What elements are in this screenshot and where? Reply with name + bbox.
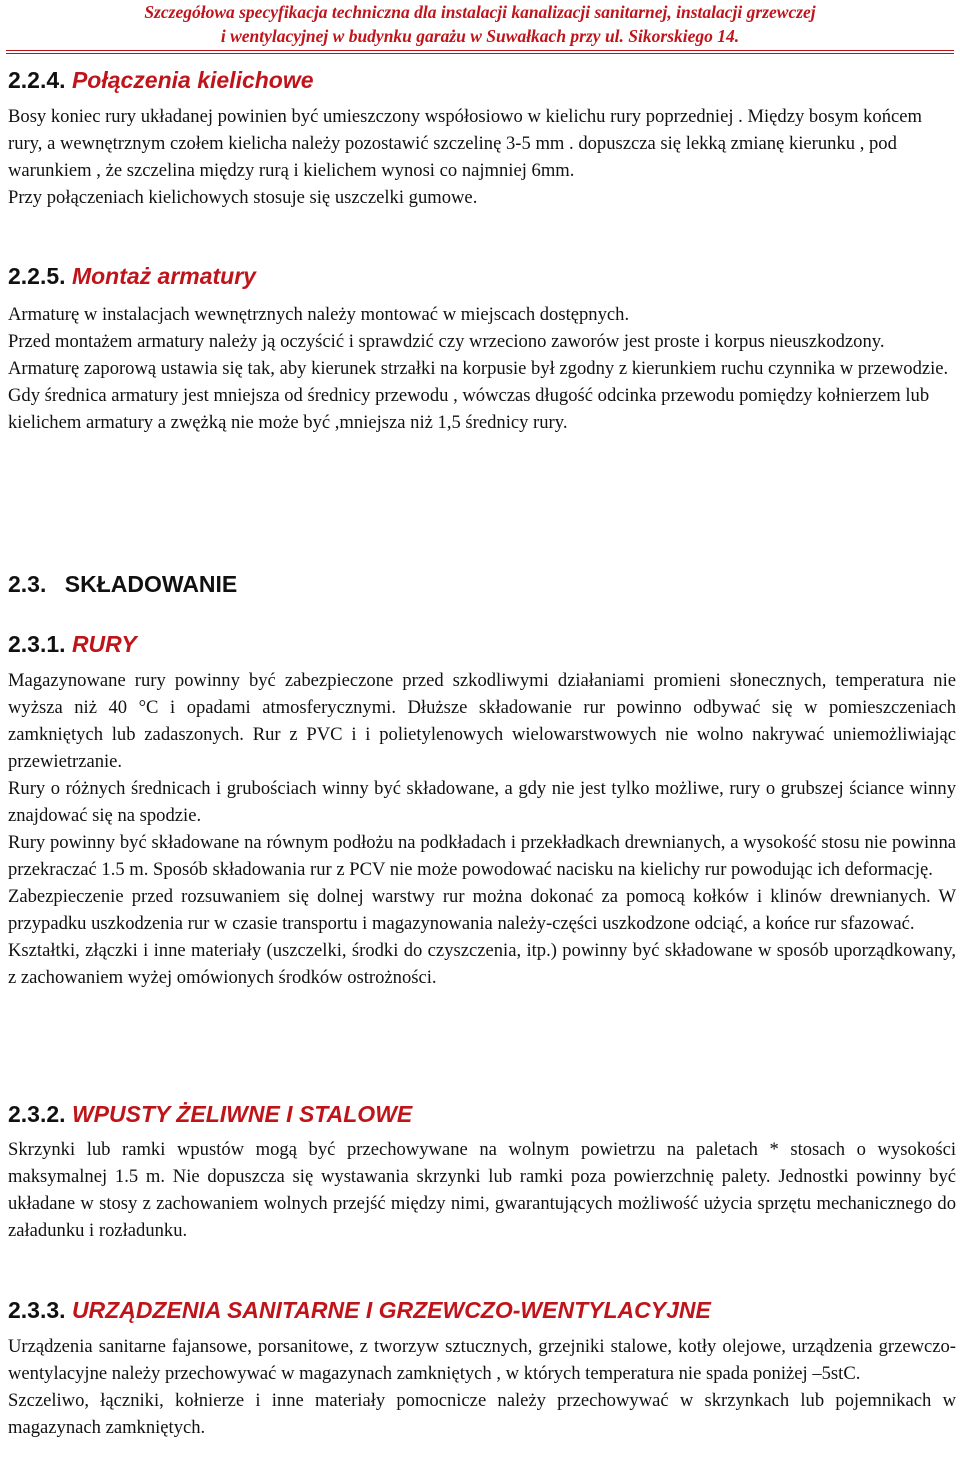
- section-2-3-3-body: [8, 1333, 956, 1441]
- section-number: 2.2.5.: [8, 263, 66, 289]
- header-rule-secondary: [6, 53, 954, 54]
- section-title: Montaż armatury: [71, 263, 256, 289]
- section-2-3-heading: [8, 570, 237, 598]
- section-number: 2.3.2.: [8, 1101, 66, 1127]
- section-title: WPUSTY ŻELIWNE I STALOWE: [71, 1101, 413, 1127]
- paragraph: Zabezpieczenie przed rozsuwaniem się dolnej warstwy rur można dokonać za pomocą kołków i klinów drewnianych. W przypadku uszkodzenia rur w czasie transportu i magazynowania należy-części uszkodzone odciąć, a końce rur sfazować.: [8, 886, 956, 934]
- section-2-3-1-body: [8, 667, 956, 991]
- paragraph: Przy połączeniach kielichowych stosuje się uszczelki gumowe.: [8, 187, 478, 208]
- section-title: Połączenia kielichowe: [71, 67, 314, 93]
- section-2-3-2-body: [8, 1136, 956, 1244]
- section-2-2-4-body: [8, 103, 956, 211]
- paragraph: Rury o różnych średnicach i grubościach winny być składowane, a gdy nie jest tylko możliwe, rury o grubszej ściance winny znajdować się na spodzie.: [8, 778, 956, 826]
- section-2-2-5-heading: [8, 262, 256, 290]
- section-number: 2.3.1.: [8, 631, 66, 657]
- header-line-1: Szczegółowa specyfikacja techniczna dla instalacji kanalizacji sanitarnej, instalacji grzewczej: [144, 2, 816, 22]
- paragraph: Armaturę zaporową ustawia się tak, aby kierunek strzałki na korpusie był zgodny z kierunkiem ruchu czynnika w przewodzie.: [8, 358, 949, 379]
- section-2-2-5-body: [8, 301, 956, 436]
- paragraph: Przed montażem armatury należy ją oczyścić i sprawdzić czy wrzeciono zaworów jest proste i korpus nieuszkodzony.: [8, 331, 885, 352]
- section-title: SKŁADOWANIE: [64, 571, 238, 597]
- section-title: RURY: [71, 631, 137, 657]
- section-2-2-4-heading: [8, 66, 314, 94]
- paragraph: Urządzenia sanitarne fajansowe, porsanitowe, z tworzyw sztucznych, grzejniki stalowe, kotły olejowe, urządzenia grzewczo-wentylacyjne należy przechowywać w magazynach zamkniętych , w których temperatura nie spada poniżej –5stC.: [8, 1336, 956, 1384]
- section-number: 2.2.4.: [8, 67, 66, 93]
- paragraph: Gdy średnica armatury jest mniejsza od średnicy przewodu , wówczas długość odcinka przewodu pomiędzy kołnierzem lub kielichem armatury a zwężką nie może być ,mniejsza niż 1,5 średnicy rury.: [8, 385, 930, 433]
- paragraph: Szczeliwo, łączniki, kołnierze i inne materiały pomocnicze należy przechowywać w skrzynkach lub pojemnikach w magazynach zamkniętych.: [8, 1390, 956, 1438]
- paragraph: Kształtki, złączki i inne materiały (uszczelki, środki do czyszczenia, itp.) powinny być składowane w sposób uporządkowany, z zachowaniem wyżej omówionych środków ostrożności.: [8, 940, 956, 988]
- section-2-3-3-heading: [8, 1296, 711, 1324]
- paragraph: Magazynowane rury powinny być zabezpieczone przed szkodliwymi działaniami promieni słonecznych, temperatura nie wyższa niż 40 °C i opadami atmosferycznymi. Dłuższe składowanie rur powinno odbywać się w pomieszczeniach zamkniętych lub zadaszonych. Rur z PVC i i polietylenowych wielowarstwowych nie wolno nakrywać uniemożliwiając przewietrzanie.: [8, 670, 956, 772]
- paragraph: Bosy koniec rury układanej powinien być umieszczony współosiowo w kielichu rury poprzedniej . Między bosym końcem rury, a wewnętrznym czołem kielicha należy pozostawić szczelinę 3-5 mm . dopuszcza się lekką zmianę kierunku , pod warunkiem , że szczelina między rurą i kielichem wynosi co najmniej 6mm.: [8, 106, 922, 181]
- section-2-3-2-heading: [8, 1100, 412, 1128]
- section-2-3-1-heading: [8, 630, 137, 658]
- running-header: [6, 0, 954, 48]
- header-rule: [6, 50, 954, 51]
- paragraph: Skrzynki lub ramki wpustów mogą być przechowywane na wolnym powietrzu na paletach * stosach o wysokości maksymalnej 1.5 m. Nie dopuszcza się wystawania skrzynki lub ramki poza powierzchnię palety. Jednostki powinny być układane w stosy z zachowaniem wolnych przejść między nimi, gwarantujących możliwość użycia sprzętu mechanicznego do załadunku i rozładunku.: [8, 1139, 956, 1241]
- header-line-2: i wentylacyjnej w budynku garażu w Suwałkach przy ul. Sikorskiego 14.: [220, 26, 740, 46]
- section-number: 2.3.3.: [8, 1297, 66, 1323]
- paragraph: Armaturę w instalacjach wewnętrznych należy montować w miejscach dostępnych.: [8, 304, 630, 325]
- section-number: 2.3.: [8, 571, 47, 597]
- section-title: URZĄDZENIA SANITARNE I GRZEWCZO-WENTYLACYJNE: [71, 1297, 711, 1323]
- paragraph: Rury powinny być składowane na równym podłożu na podkładach i przekładkach drewnianych, a wysokość stosu nie powinna przekraczać 1.5 m. Sposób składowania rur z PCV nie może powodować nacisku na kielichy rur powodując ich deformację.: [8, 832, 956, 880]
